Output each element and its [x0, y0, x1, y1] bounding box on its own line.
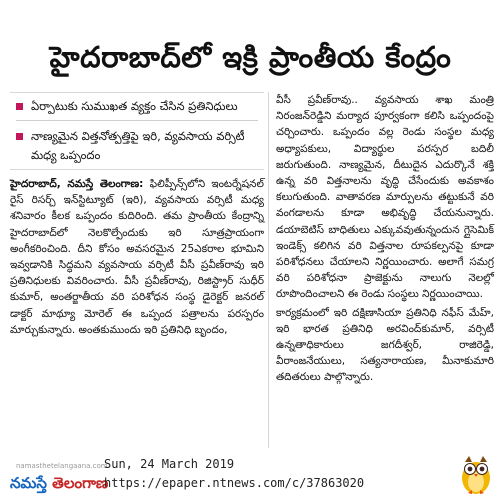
publish-date: Sun, 24 March 2019 — [104, 457, 235, 471]
epaper-footer — [0, 452, 501, 498]
owl-mascot-icon — [459, 454, 493, 496]
dateline: హైదరాబాద్, నమస్తే తెలంగాణ: — [10, 178, 144, 190]
body-paragraph: వీసీ ప్రవీణ్‌రావు.. వ్యవసాయ శాఖ మంత్రి నిరంజన్‌రెడ్డిని మర్యాద పూర్వకంగా కలిసి ఒప్పందంపై చర్చించారు. ఒప్పందం వల్ల రెండు సంస్థల మధ్య అధ్యాపకులు, విద్యార్థుల పరస్పర బదిలీ జరుగుతుంది. నాణ్యమైన, దీటుదైన ఎదుర్కొనే శక్తి ఉన్న వరి విత్తనాలను వృద్ధి చేసేందుకు అవకాశం కలుగుతుంది. వాతావరణ మార్పులను తట్టుకునే వరి వంగడాలను కూడా అభివృద్ధి చేయనున్నారు. డయాబెటిస్ బాధితులు ఎక్కువవుతున్నందున గ్లైసెమిక్ ఇండెక్స్ కలిగిన వరి విత్తనాల రూపకల్పనపై కూడా పరిశోధనలు చేయాలని నిర్ణయించారు. అలాగే సమగ్ర వరి పరిశోధనా ప్రాజెక్టును నాలుగు నెలల్లో రూపొందించాలని ఈ రెండు సంస్థలు నిర్ణయించాయి. — [276, 94, 494, 301]
highlight-item — [16, 97, 258, 116]
epaper-link[interactable]: https://epaper.ntnews.com/c/37863020 — [104, 476, 365, 490]
body-paragraph: కార్యక్రమంలో ఇరి దక్షిణాసియా ప్రతినిధి నఫీస్ మేహ్, ఇరి భారత ప్రతినిధి అరవింద్‌కుమార్, వర్సిటీ ఉన్నతాధికారులు జగదీశ్వర్, రాజిరెడ్డి, వీరాంజనేయులు, సత్యనారాయణ, మీనాకుమారి తదితరులు పాల్గొన్నారు. — [276, 306, 494, 384]
right-column — [276, 92, 494, 386]
body-paragraph: ఫిలిప్పీన్స్‌లోని ఇంటర్నేషనల్ రైస్ రిసర్చ్ ఇన్‌స్టిట్యూట్ (ఇరి), వ్యవసాయ వర్సిటీ మధ్య శనివారం కీలక ఒప్పందం కుదిరింది. తమ ప్రాంతీయ కేంద్రాన్ని హైదరాబాద్‌లో నెలకొల్పేందుకు ఇరి సూత్రప్రాయంగా అంగీకరించింది. దీని కోసం అవసరమైన 25ఎకరాల భూమిని ఇవ్వడానికి సిద్ధమని వ్యవసాయ వర్సిటీ వీసీ ప్రవీణ్‌రావు ఇరి ప్రతినిధులకు వివరించారు. వీసీ ప్రవీణ్‌రావు, రిజిస్ట్రార్ సుధీర్ కుమార్, అంతర్జాతీయ వరి పరిశోధన సంస్థ డైరెక్టర్ జనరల్ డాక్టర్ మాథ్యూ మోరెల్ ఈ ఒప్పంద పత్రాలను పరస్పరం మార్చుకున్నారు. అంతకుముందు ఇరి ప్రతినిధి బృందం, — [10, 178, 264, 336]
logo-main: నమస్తే — [10, 474, 53, 492]
logo-accent: తెలంగాణ — [52, 474, 109, 492]
highlight-text: నాణ్యమైన విత్తనోత్పత్తిపై ఇరి, వ్యవసాయ వర్సిటీ మధ్య ఒప్పందం — [31, 129, 245, 162]
publisher-logo — [6, 456, 109, 496]
highlights-box — [10, 92, 264, 170]
square-bullet-icon — [16, 133, 23, 140]
highlight-text: ఏర్పాటుకు సుముఖత వ్యక్తం చేసిన ప్రతినిధులు — [31, 99, 238, 113]
headline: హైదరాబాద్‌లో ఇక్రి ప్రాంతీయ కేంద్రం — [49, 40, 452, 74]
logo-text — [10, 474, 108, 496]
square-bullet-icon — [16, 103, 23, 110]
article-body-left — [10, 176, 264, 338]
column-divider — [268, 92, 269, 448]
divider — [16, 120, 258, 121]
highlight-item — [16, 127, 258, 165]
site-watermark: namasthetelangaana.com — [16, 462, 108, 470]
left-column — [10, 92, 264, 338]
